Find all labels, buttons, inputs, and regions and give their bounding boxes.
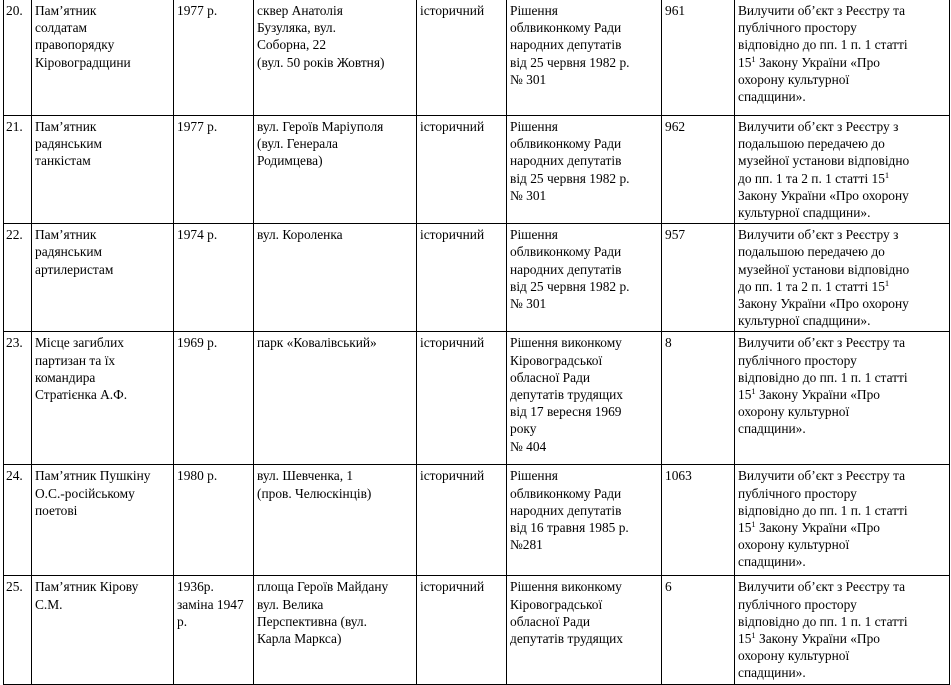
table-row [4,332,950,465]
registry-number: 961 [662,0,735,116]
proposed-action: Вилучити об’єкт з Реєстру та публічного простору відповідно до пп. 1 п. 1 статті $15^1$ Закону України «Про охорону культурної спадщини». [735,332,950,465]
protection-decision: Рішення облвиконкому Ради народних депутатів від 25 червня 1982 р. № 301 [507,116,662,224]
monuments-table [3,0,950,685]
protection-decision: Рішення виконкому Кіровоградської обласної Ради депутатів трудящих від 17 вересня 1969 року № 404 [507,332,662,465]
monument-name: Пам’ятник Кірову С.М. [32,576,174,684]
monument-type: історичний [417,576,507,684]
row-number: 21. [4,116,32,224]
row-number: 20. [4,0,32,116]
table-row [4,465,950,576]
monument-name: Пам’ятник радянським танкістам [32,116,174,224]
table-row [4,116,950,224]
monument-address: вул. Короленка [254,224,417,332]
table-row [4,576,950,684]
registry-number: 6 [662,576,735,684]
table-row [4,224,950,332]
table-row [4,0,950,116]
monument-name: Пам’ятник радянським артилеристам [32,224,174,332]
proposed-action: Вилучити об’єкт з Реєстру з подальшою передачею до музейної установи відповідно до пп. 1 та 2 п. 1 статті $15^1$ Закону України «Про охорону культурної спадщини». [735,224,950,332]
monument-year: 1977 р. [174,0,254,116]
registry-number: 962 [662,116,735,224]
monument-type: історичний [417,116,507,224]
row-number: 23. [4,332,32,465]
monument-type: історичний [417,465,507,576]
row-number: 22. [4,224,32,332]
monument-type: історичний [417,332,507,465]
proposed-action: Вилучити об’єкт з Реєстру та публічного простору відповідно до пп. 1 п. 1 статті $15^1$ Закону України «Про охорону культурної спадщини». [735,0,950,116]
proposed-action: Вилучити об’єкт з Реєстру та публічного простору відповідно до пп. 1 п. 1 статті $15^1$ Закону України «Про охорону культурної спадщини». [735,465,950,576]
monument-address: вул. Героїв Маріуполя (вул. Генерала Родимцева) [254,116,417,224]
registry-number: 957 [662,224,735,332]
monument-address: вул. Шевченка, 1 (пров. Челюскінців) [254,465,417,576]
monument-address: площа Героїв Майдану вул. Велика Перспективна (вул. Карла Маркса) [254,576,417,684]
row-number: 24. [4,465,32,576]
registry-number: 8 [662,332,735,465]
protection-decision: Рішення виконкому Кіровоградської обласної Ради депутатів трудящих [507,576,662,684]
monument-year: 1969 р. [174,332,254,465]
monument-address: парк «Ковалівський» [254,332,417,465]
proposed-action: Вилучити об’єкт з Реєстру та публічного простору відповідно до пп. 1 п. 1 статті $15^1$ Закону України «Про охорону культурної спадщини». [735,576,950,684]
monument-type: історичний [417,0,507,116]
protection-decision: Рішення облвиконкому Ради народних депутатів від 25 червня 1982 р. № 301 [507,0,662,116]
protection-decision: Рішення облвиконкому Ради народних депутатів від 25 червня 1982 р. № 301 [507,224,662,332]
monument-year: 1974 р. [174,224,254,332]
monument-year: 1977 р. [174,116,254,224]
monument-year: 1936р. заміна 1947 р. [174,576,254,684]
monument-year: 1980 р. [174,465,254,576]
monument-name: Пам’ятник Пушкіну О.С.-російському поетові [32,465,174,576]
proposed-action: Вилучити об’єкт з Реєстру з подальшою передачею до музейної установи відповідно до пп. 1 та 2 п. 1 статті $15^1$ Закону України «Про охорону культурної спадщини». [735,116,950,224]
monument-type: історичний [417,224,507,332]
monument-name: Пам’ятник солдатам правопорядку Кіровоградщини [32,0,174,116]
row-number: 25. [4,576,32,684]
monument-name: Місце загиблих партизан та їх командира Стратієнка А.Ф. [32,332,174,465]
monument-address: сквер Анатолія Бузуляка, вул. Соборна, 22 (вул. 50 років Жовтня) [254,0,417,116]
protection-decision: Рішення облвиконкому Ради народних депутатів від 16 травня 1985 р. №281 [507,465,662,576]
document-page [3,0,950,685]
registry-number: 1063 [662,465,735,576]
